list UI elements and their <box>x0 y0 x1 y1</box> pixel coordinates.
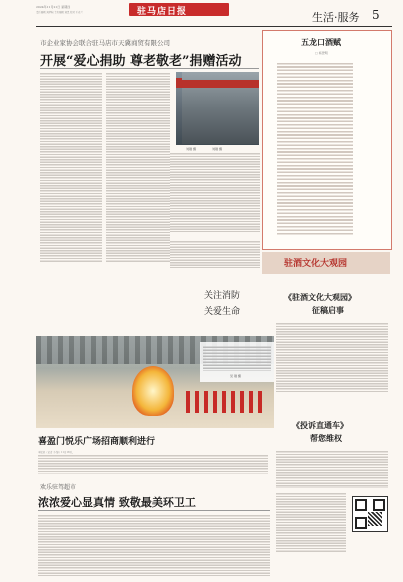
sanitation-headline: 浓浓爱心显真情 致敬最美环卫工 <box>38 496 196 509</box>
article-body-col3 <box>170 152 260 232</box>
sanitation-kicker: 欢乐驻驾超市 <box>40 484 77 491</box>
article-mall <box>36 432 268 476</box>
mall-headline: 喜盈门悦乐广场招商顺利进行 <box>38 437 156 447</box>
article-headline: 开展“爱心捐助 尊老敬老”捐赠活动 <box>40 54 242 69</box>
sanitation-rule <box>38 510 270 511</box>
paper-logo <box>129 3 229 16</box>
header-rule <box>36 26 392 27</box>
article-sanitation <box>36 478 270 578</box>
section-title: 生活·服务 <box>312 11 360 24</box>
poem-title: 五龙口酒赋 <box>301 37 341 47</box>
fire-slogan <box>204 288 284 317</box>
article-body-col1 <box>40 72 102 262</box>
qr-code-icon <box>352 496 388 532</box>
photo-caption: 刘刚 摄 <box>186 147 196 151</box>
group-banner <box>182 80 259 88</box>
editor-line: 责任编辑 刘梦晗 美术编辑 刘思 校对 王光兰 <box>36 11 83 14</box>
fire-slogan-line1: 关注消防 <box>204 291 241 301</box>
article-call-for-papers <box>276 290 390 400</box>
complaints-body <box>276 450 388 488</box>
poem-box <box>262 30 392 250</box>
call-title: 《驻酒文化大观园》 <box>284 292 356 302</box>
article-body-lower <box>170 240 260 268</box>
culture-banner-text: 驻酒文化大观园 <box>284 259 348 269</box>
poem-author: □ 杨登明 <box>315 51 328 55</box>
headline-rule <box>40 68 259 69</box>
photo2-caption: 刘刚 摄 <box>212 147 222 151</box>
article-complaints <box>276 418 390 558</box>
poem-body <box>277 61 353 236</box>
flame <box>132 366 174 416</box>
complaints-subtitle: 帮您维权 <box>310 433 342 443</box>
article-body-col2 <box>106 72 170 262</box>
extinguishers <box>186 391 266 413</box>
mall-body <box>38 454 268 474</box>
sanitation-body <box>38 514 270 576</box>
complaints-body-2 <box>276 492 346 552</box>
call-subtitle: 征稿启事 <box>312 305 344 315</box>
article-kicker: 市企业家协会联合驻马店市天冀商贸有限公司 <box>40 39 170 47</box>
date-line: 2024年11月21日 星期四 <box>36 5 71 9</box>
fire-caption-text <box>203 345 271 371</box>
fire-caption: 吴 刚 摄 <box>230 374 241 378</box>
complaints-title: 《投诉直通车》 <box>292 420 348 430</box>
group-photo-2 <box>182 72 259 144</box>
mall-lead: 本报讯（记者 李 静）11月18日， <box>38 451 75 454</box>
fire-caption-box <box>200 342 274 382</box>
call-body <box>276 322 388 392</box>
fire-slogan-line2: 关爱生命 <box>204 307 241 317</box>
paper-name: 驻马店日报 <box>137 7 188 17</box>
culture-banner <box>262 252 390 274</box>
masthead <box>0 0 403 30</box>
page-number: 5 <box>372 8 380 22</box>
